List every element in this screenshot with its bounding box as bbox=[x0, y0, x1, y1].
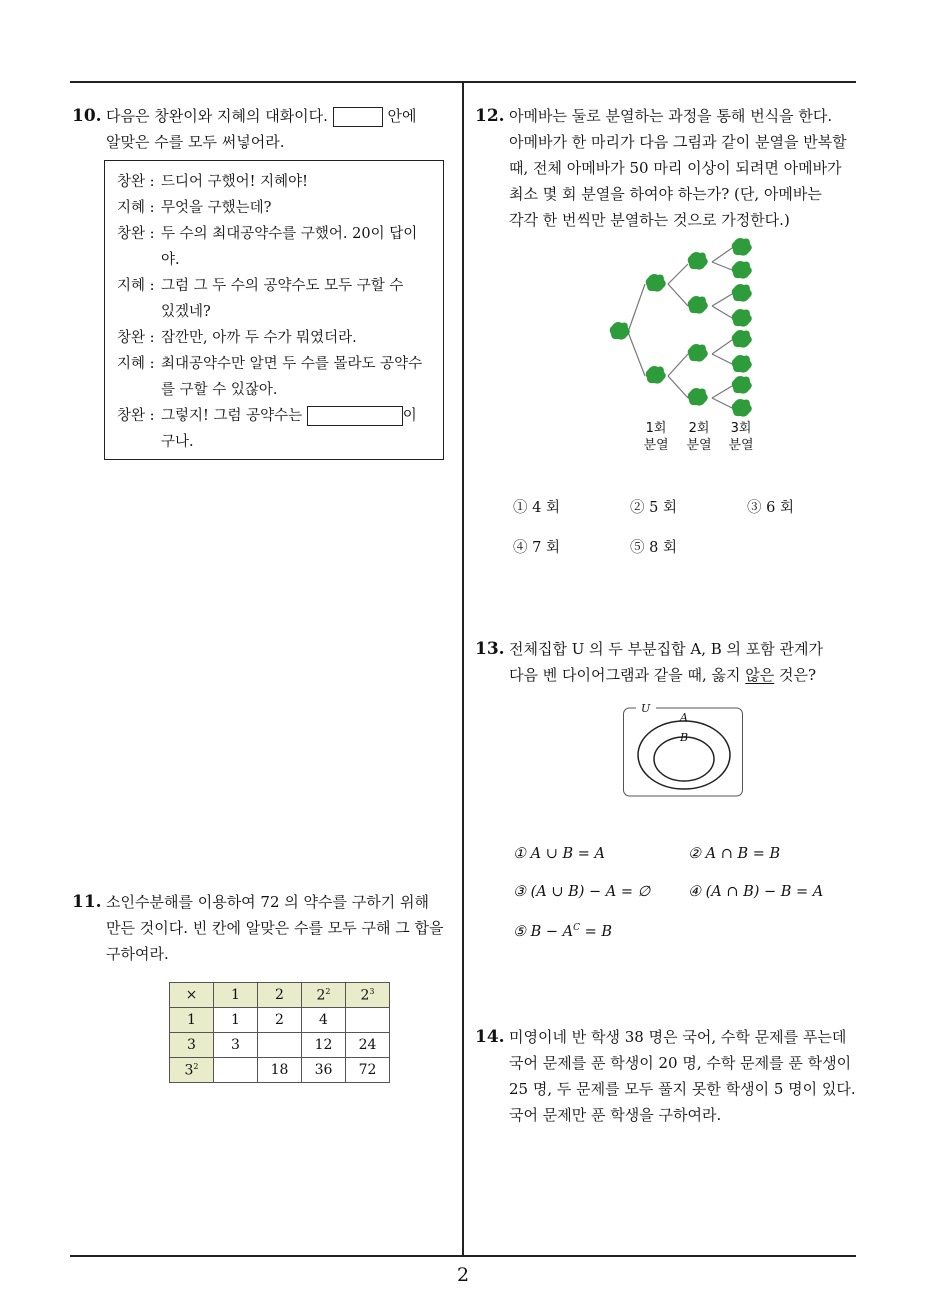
table-cell: 24 bbox=[346, 1033, 390, 1058]
question-number: 13. bbox=[475, 639, 505, 659]
venn-label-universe: U bbox=[641, 703, 651, 715]
table-cell-blank[interactable] bbox=[214, 1058, 258, 1083]
question-text: 알맞은 수를 모두 써넣어라. bbox=[106, 133, 285, 151]
venn-label-b: B bbox=[680, 731, 689, 744]
amoeba-icon bbox=[732, 261, 752, 279]
question-13 bbox=[475, 636, 865, 688]
table-row bbox=[170, 1008, 390, 1033]
question-text: 각각 한 번씩만 분열하는 것으로 가정한다.) bbox=[509, 211, 790, 229]
speaker: 창완 : bbox=[117, 330, 155, 346]
question-text: 최소 몇 회 분열을 하여야 하는가? (단, 아메바는 bbox=[509, 185, 822, 203]
venn-label-a: A bbox=[680, 711, 688, 724]
dialog-text: 무엇을 구했는데? bbox=[161, 200, 272, 216]
amoeba-icon bbox=[732, 238, 752, 256]
table-row-label: $3^2$ bbox=[170, 1058, 214, 1083]
choice-3[interactable]: ③ (A ∪ B) − A = ∅ bbox=[513, 884, 651, 900]
table-header-cell: $2^2$ bbox=[302, 983, 346, 1008]
dialog-line bbox=[117, 325, 433, 351]
dialog-line bbox=[117, 351, 433, 403]
table-header-cell: × bbox=[170, 983, 214, 1008]
question-text: 전체집합 U 의 두 부분집합 A, B 의 포함 관계가 bbox=[509, 640, 824, 658]
table-header-cell: $2^3$ bbox=[346, 983, 390, 1008]
dialog-box bbox=[104, 160, 444, 460]
speaker: 지혜 : bbox=[117, 200, 155, 216]
dialog-text: 최대공약수만 알면 두 수를 몰라도 공약수 bbox=[161, 356, 423, 372]
choice-1[interactable]: ① 4 회 bbox=[513, 500, 560, 516]
question-number: 11. bbox=[72, 892, 102, 912]
table-cell-blank[interactable] bbox=[258, 1033, 302, 1058]
table-row bbox=[170, 1033, 390, 1058]
table-cell: 18 bbox=[258, 1058, 302, 1083]
table-cell: 36 bbox=[302, 1058, 346, 1083]
dialog-line bbox=[117, 273, 433, 325]
question-number: 12. bbox=[475, 106, 505, 126]
table-cell: 12 bbox=[302, 1033, 346, 1058]
speaker: 지혜 : bbox=[117, 356, 155, 372]
page-number: 2 bbox=[456, 1264, 470, 1286]
table-cell: 1 bbox=[214, 1008, 258, 1033]
dialog-line bbox=[117, 169, 433, 195]
venn-diagram bbox=[622, 703, 746, 799]
question-text: 구하여라. bbox=[106, 945, 169, 963]
choice-5[interactable]: ⑤ $B - A^C = B$ bbox=[513, 923, 613, 940]
amoeba-icon bbox=[732, 376, 752, 394]
question-text: 소인수분해를 이용하여 72 의 약수를 구하기 위해 bbox=[106, 893, 430, 911]
choice-2[interactable]: ② A ∩ B = B bbox=[688, 846, 781, 862]
speaker: 지혜 : bbox=[117, 278, 155, 294]
diagram-label: 분열 bbox=[728, 438, 754, 453]
table-cell: 4 bbox=[302, 1008, 346, 1033]
amoeba-icon bbox=[688, 252, 708, 270]
question-text: 다음은 창완이와 지혜의 대화이다. bbox=[106, 107, 328, 125]
table-cell: 72 bbox=[346, 1058, 390, 1083]
question-number: 10. bbox=[72, 106, 102, 126]
choice-3[interactable]: ③ 6 회 bbox=[747, 500, 794, 516]
table-header-cell: 1 bbox=[214, 983, 258, 1008]
dialog-text: 잠깐만, 아까 두 수가 뭐였더라. bbox=[161, 330, 357, 346]
choice-4[interactable]: ④ 7 회 bbox=[513, 540, 560, 556]
question-text: 만든 것이다. 빈 칸에 알맞은 수를 모두 구해 그 합을 bbox=[106, 919, 444, 937]
speaker: 창완 : bbox=[117, 226, 155, 242]
table-row bbox=[170, 1058, 390, 1083]
question-number: 14. bbox=[475, 1027, 505, 1047]
diagram-label: 분열 bbox=[643, 438, 669, 453]
question-text: 25 명, 두 문제를 모두 풀지 못한 학생이 5 명이 있다. bbox=[509, 1080, 856, 1098]
dialog-text: 있겠네? bbox=[161, 304, 211, 320]
amoeba-icon bbox=[732, 330, 752, 348]
dialog-line bbox=[117, 403, 433, 455]
amoeba-icon bbox=[732, 399, 752, 417]
amoeba-icon bbox=[732, 284, 752, 302]
table-cell-blank[interactable] bbox=[346, 1008, 390, 1033]
choice-5[interactable]: ⑤ 8 회 bbox=[630, 540, 677, 556]
diagram-label: 1회 bbox=[645, 421, 667, 436]
dialog-text: 그럼 그 두 수의 공약수도 모두 구할 수 bbox=[161, 278, 404, 294]
question-text: 아메바가 한 마리가 다음 그림과 같이 분열을 반복할 bbox=[509, 133, 847, 151]
choice-2[interactable]: ② 5 회 bbox=[630, 500, 677, 516]
table-header-row bbox=[170, 983, 390, 1008]
question-11 bbox=[72, 889, 457, 967]
dialog-line bbox=[117, 221, 433, 273]
amoeba-icon bbox=[688, 388, 708, 406]
choice-4[interactable]: ④ (A ∩ B) − B = A bbox=[688, 884, 824, 900]
answer-box[interactable] bbox=[333, 107, 383, 127]
question-text: 아메바는 둘로 분열하는 과정을 통해 번식을 한다. bbox=[509, 107, 833, 125]
answer-box[interactable] bbox=[307, 406, 403, 426]
diagram-label: 3회 bbox=[730, 421, 752, 436]
dialog-text: 드디어 구했어! 지혜야! bbox=[161, 174, 308, 190]
speaker: 창완 : bbox=[117, 408, 155, 424]
table-row-label: 3 bbox=[170, 1033, 214, 1058]
diagram-label: 2회 bbox=[688, 421, 710, 436]
question-text: 때, 전체 아메바가 50 마리 이상이 되려면 아메바가 bbox=[509, 159, 842, 177]
divisor-table bbox=[169, 982, 390, 1083]
amoeba-icon bbox=[732, 309, 752, 327]
table-header-cell: 2 bbox=[258, 983, 302, 1008]
amoeba-icon bbox=[646, 274, 666, 292]
question-text: 미영이네 반 학생 38 명은 국어, 수학 문제를 푸는데 bbox=[509, 1028, 847, 1046]
amoeba-icon bbox=[732, 355, 752, 373]
dialog-line bbox=[117, 195, 433, 221]
question-12 bbox=[475, 103, 865, 233]
question-text-emphasis: 않은 bbox=[745, 666, 775, 684]
speaker: 창완 : bbox=[117, 174, 155, 190]
question-text: 것은? bbox=[779, 666, 817, 684]
diagram-label: 분열 bbox=[686, 438, 712, 453]
question-text: 다음 벤 다이어그램과 같을 때, 옳지 bbox=[509, 666, 741, 684]
question-text: 국어 문제만 푼 학생을 구하여라. bbox=[509, 1106, 722, 1124]
amoeba-icon bbox=[610, 322, 630, 340]
dialog-text: 를 구할 수 있잖아. bbox=[161, 382, 278, 398]
amoeba-icon bbox=[688, 344, 708, 362]
column-divider bbox=[462, 82, 464, 1256]
dialog-text: 야. bbox=[161, 252, 180, 268]
question-14 bbox=[475, 1024, 865, 1128]
question-10 bbox=[72, 103, 452, 155]
dialog-text: 구나. bbox=[161, 434, 194, 450]
dialog-text: 그렇지! 그럼 공약수는 bbox=[161, 408, 303, 424]
dialog-text: 두 수의 최대공약수를 구했어. 20이 답이 bbox=[161, 226, 418, 242]
question-text: 안에 bbox=[387, 107, 417, 125]
table-cell: 2 bbox=[258, 1008, 302, 1033]
amoeba-icon bbox=[688, 296, 708, 314]
choice-1[interactable]: ① A ∪ B = A bbox=[513, 846, 605, 862]
question-text: 국어 문제를 푼 학생이 20 명, 수학 문제를 푼 학생이 bbox=[509, 1054, 852, 1072]
amoeba-icon bbox=[646, 366, 666, 384]
dialog-text: 이 bbox=[402, 408, 417, 424]
table-row-label: 1 bbox=[170, 1008, 214, 1033]
table-cell: 3 bbox=[214, 1033, 258, 1058]
amoeba-division-diagram bbox=[600, 236, 770, 458]
